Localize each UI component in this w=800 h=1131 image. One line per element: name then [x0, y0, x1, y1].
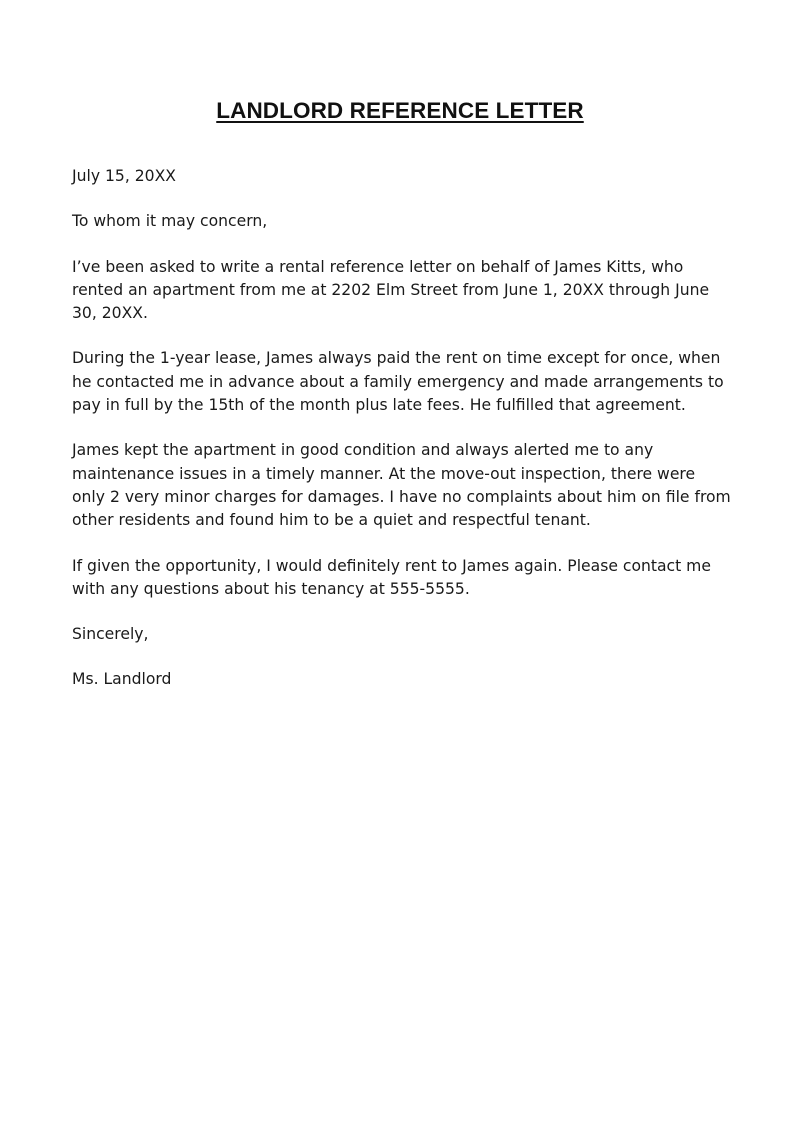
- letter-signature: Ms. Landlord: [72, 670, 172, 689]
- letter-paragraph-2: During the 1-year lease, James always paid the rent on time except for once, when he contacted me in advance about a family emergency and made arrangements to pay in full by the 15th of the month plus late fees. He fulfilled that agreement.: [72, 349, 724, 415]
- letter-paragraph-1: I’ve been asked to write a rental reference letter on behalf of James Kitts, who rented an apartment from me at 2202 Elm Street from June 1, 20XX through June 30, 20XX.: [72, 257, 710, 323]
- letter-paragraph-3: James kept the apartment in good condition and always alerted me to any maintenance issues in a timely manner. At the move-out inspection, there were only 2 very minor charges for damages. I have no complaints about him on file from other residents and found him to be a quiet and respectful tenant.: [72, 441, 731, 530]
- letter-title: LANDLORD REFERENCE LETTER: [216, 98, 584, 123]
- letter-paragraph-4: If given the opportunity, I would definitely rent to James again. Please contact me with any questions about his tenancy at 555-5555.: [72, 556, 711, 598]
- letter-date: July 15, 20XX: [72, 167, 176, 185]
- letter-closing: Sincerely,: [72, 625, 149, 644]
- letter-salutation: To whom it may concern,: [72, 212, 268, 231]
- letter-body: [72, 165, 732, 714]
